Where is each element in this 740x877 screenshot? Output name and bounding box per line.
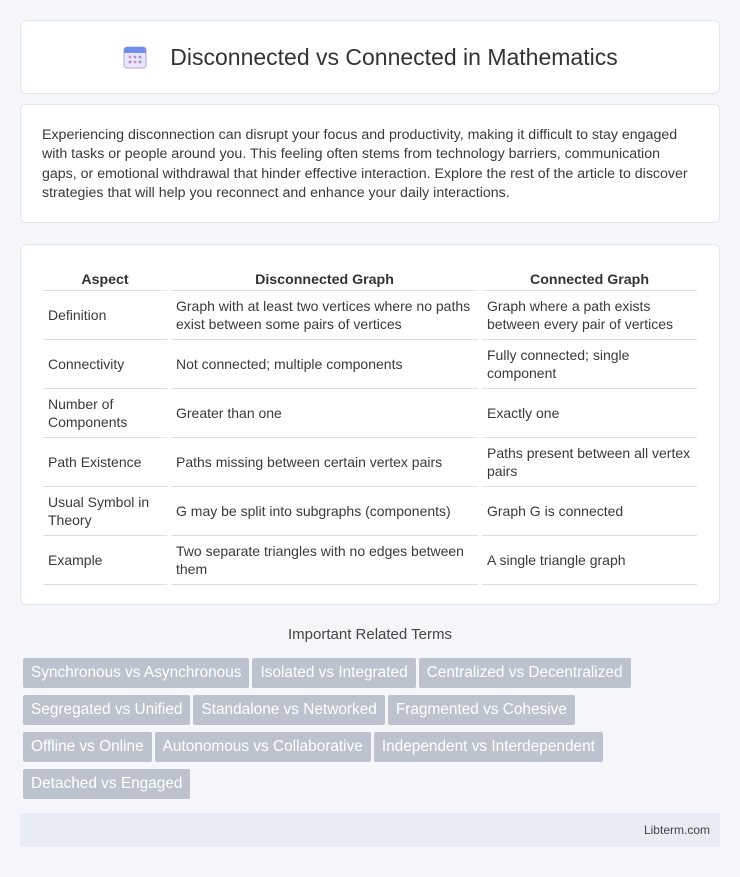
related-terms-title: Important Related Terms [288,626,452,643]
related-term-link[interactable]: Fragmented vs Cohesive [388,695,575,725]
table-cell: Example [43,536,167,585]
table-cell: Graph with at least two vertices where no paths exist between some pairs of vertices [171,291,478,340]
related-term-link[interactable]: Standalone vs Networked [193,695,384,725]
intro-text: Experiencing disconnection can disrupt your focus and productivity, making it difficult to stay engaged with tasks or people around you. This feeling often stems from technology barriers, communication gaps, or emotional withdrawal that hinder effective interaction. Explore the rest of the article to discover strategies that will help you reconnect and enhance your daily interactions. [42,127,688,201]
header-card [20,20,720,94]
page-title: Disconnected vs Connected in Mathematics [170,43,618,70]
table-row [43,389,697,438]
table-cell: Definition [43,291,167,340]
table-cell: G may be split into subgraphs (components) [171,487,478,536]
intro-card [20,104,720,223]
table-cell: Graph G is connected [482,487,697,536]
table-row [43,291,697,340]
related-term-link[interactable]: Offline vs Online [23,732,152,762]
table-cell: Path Existence [43,438,167,487]
table-cell: Graph where a path exists between every pair of vertices [482,291,697,340]
column-header: Disconnected Graph [171,267,478,291]
footer [20,813,720,847]
table-row [43,487,697,536]
table-cell: Not connected; multiple components [171,340,478,389]
footer-site-link[interactable]: Libterm.com [643,823,710,837]
related-term-link[interactable]: Detached vs Engaged [23,769,190,799]
table-cell: Usual Symbol in Theory [43,487,167,536]
calendar-icon [122,44,148,70]
related-term-link[interactable]: Autonomous vs Collaborative [155,732,371,762]
comparison-card [20,244,720,605]
table-cell: Greater than one [171,389,478,438]
column-header: Connected Graph [482,267,697,291]
table-cell: Two separate triangles with no edges between them [171,536,478,585]
comparison-table [39,267,701,585]
table-cell: Number of Components [43,389,167,438]
related-term-link[interactable]: Centralized vs Decentralized [419,658,631,688]
table-cell: Paths missing between certain vertex pairs [171,438,478,487]
table-header-row [43,267,697,291]
column-header: Aspect [43,267,167,291]
table-row [43,340,697,389]
table-cell: A single triangle graph [482,536,697,585]
related-term-link[interactable]: Isolated vs Integrated [252,658,415,688]
table-row [43,438,697,487]
related-terms-list [23,658,723,806]
table-cell: Fully connected; single component [482,340,697,389]
table-cell: Connectivity [43,340,167,389]
table-cell: Paths present between all vertex pairs [482,438,697,487]
table-cell: Exactly one [482,389,697,438]
related-term-link[interactable]: Synchronous vs Asynchronous [23,658,249,688]
related-term-link[interactable]: Segregated vs Unified [23,695,190,725]
related-term-link[interactable]: Independent vs Interdependent [374,732,603,762]
table-row [43,536,697,585]
